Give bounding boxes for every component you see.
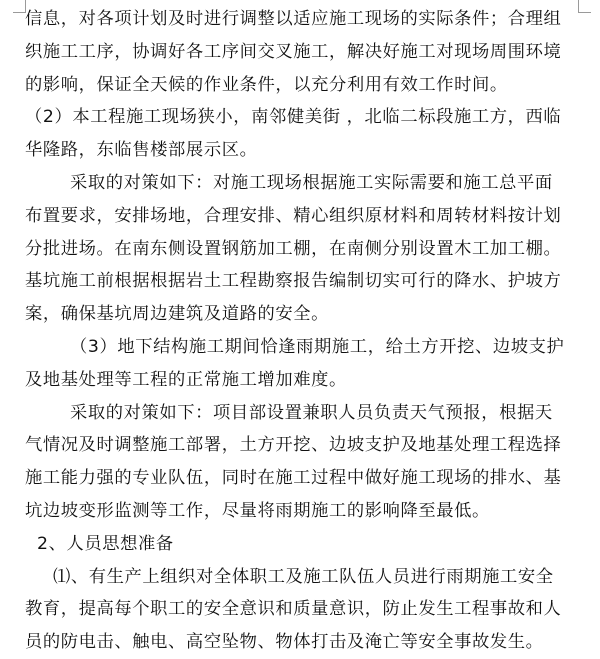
text-line: 华隆路，东临售楼部展示区。 (25, 140, 258, 161)
section-heading: 2、人员思想准备 (37, 533, 174, 554)
text-line: 及地基处理等工程的正常施工增加难度。 (25, 369, 347, 390)
text-line: 织施工工序，协调好各工序间交叉施工，解决好施工对现场周围环境 (25, 41, 562, 62)
text-line: 的影响，保证全天候的作业条件，以充分利用有效工作时间。 (25, 74, 508, 95)
text-line: 气情况及时调整施工部署，土方开挖、边坡支护及地基处理工程选择 (25, 435, 562, 456)
document-body (25, 3, 587, 659)
text-line: （2）本工程施工现场狭小，南邻健美街 ，北临二标段施工方，西临 (25, 107, 562, 128)
text-line: 基坑施工前根据根据岩土工程勘察报告编制切实可行的降水、护坡方 (25, 271, 562, 292)
text-line: （3）地下结构施工期间恰逢雨期施工，给土方开挖、边坡支护 (70, 336, 565, 357)
text-line: 采取的对策如下：对施工现场根据施工实际需要和施工总平面 (70, 172, 553, 193)
text-line: 教育，提高每个职工的安全意识和质量意识，防止发生工程事故和人 (25, 599, 562, 620)
text-line: 坑边坡变形监测等工作，尽量将雨期施工的影响降至最低。 (25, 500, 490, 521)
text-line: 布置要求，安排场地，合理安排、精心组织原材料和周转材料按计划 (25, 205, 562, 226)
text-line: 分批进场。在南东侧设置钢筋加工棚，在南侧分别设置木工加工棚。 (25, 238, 562, 259)
text-line: 施工能力强的专业队伍，同时在施工过程中做好施工现场的排水、基 (25, 468, 562, 489)
text-line: 采取的对策如下：项目部设置兼职人员负责天气预报，根据天 (70, 402, 553, 423)
text-line: 信息，对各项计划及时进行调整以适应施工现场的实际条件；合理组 (25, 9, 562, 29)
text-line: 案，确保基坑周边建筑及道路的安全。 (25, 304, 329, 325)
text-line: 员的防电击、触电、高空坠物、物体打击及淹亡等安全事故发生。 (25, 632, 544, 653)
text-line: ⑴、有生产上组织对全体职工及施工队伍人员进行雨期施工安全 (53, 566, 554, 587)
